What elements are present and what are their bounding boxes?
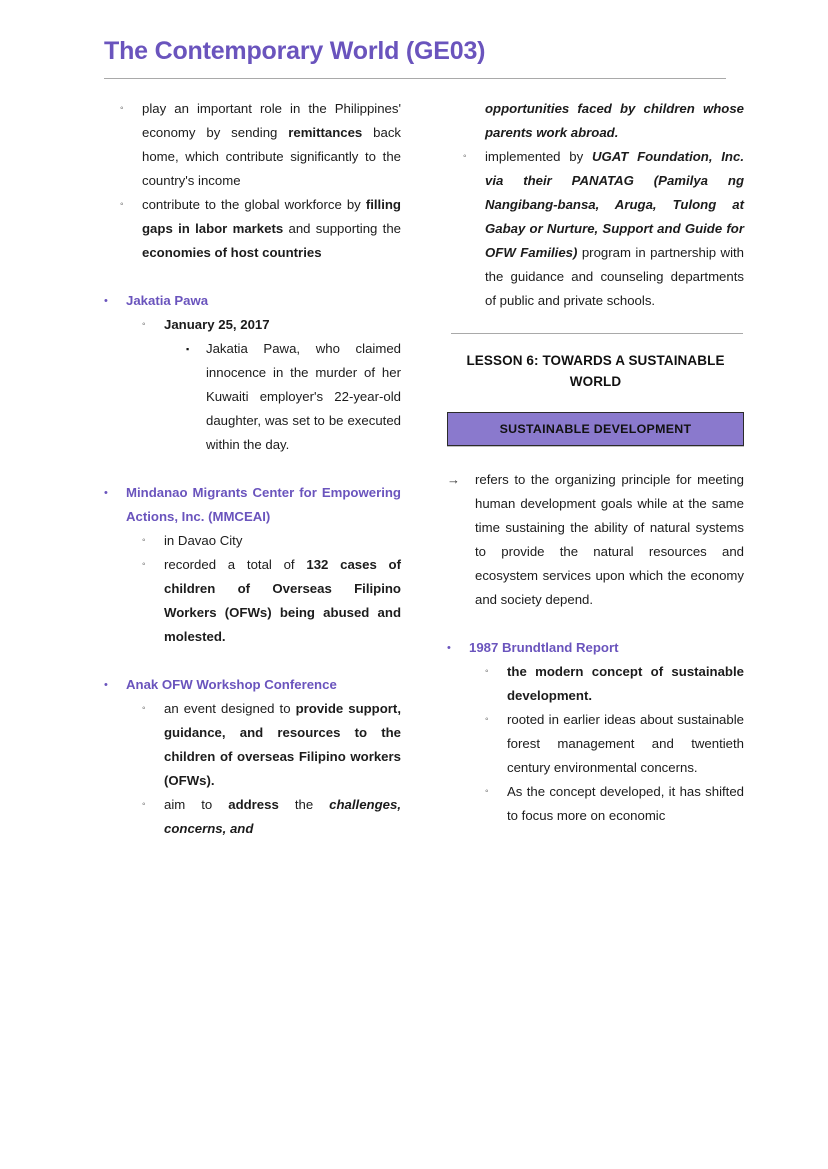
topic-banner — [447, 412, 744, 446]
sub-list — [469, 660, 744, 828]
hollow-circle-bullet-icon — [485, 780, 503, 804]
section-heading-item — [104, 289, 401, 457]
document-header — [104, 36, 726, 79]
lesson-heading: LESSON 6: TOWARDS A SUSTAINABLE WORLD — [466, 353, 725, 389]
list-item — [447, 145, 744, 313]
list-item-text: an event designed to provide support, guidance, and resources to the children of overseas Filipino workers (OFWs). — [164, 701, 401, 788]
right-sections — [447, 612, 744, 828]
list-item-text: in Davao City — [164, 533, 243, 548]
sub-list — [164, 337, 401, 457]
hollow-circle-bullet-icon — [142, 697, 160, 721]
definition-paragraph — [447, 468, 744, 612]
list-item-text: rooted in earlier ideas about sustainable forest management and twentieth century environmental concerns. — [507, 712, 744, 775]
section-heading: 1987 Brundtland Report — [469, 640, 619, 655]
hollow-circle-bullet-icon — [142, 313, 160, 337]
page-title: The Contemporary World (GE03) — [104, 37, 486, 65]
list-item — [126, 553, 401, 649]
section-spacer — [447, 612, 744, 636]
list-item-text: As the concept developed, it has shifted to focus more on economic — [507, 784, 744, 823]
list-item — [104, 97, 401, 193]
list-item — [469, 660, 744, 708]
solid-circle-bullet-icon — [104, 673, 122, 697]
list-item-text: contribute to the global workforce by filling gaps in labor markets and supporting the economies of host countries — [142, 197, 401, 260]
section-list — [104, 481, 401, 649]
sub-list — [126, 697, 401, 841]
list-item-text: aim to address the challenges, concerns, and — [164, 797, 401, 836]
header-divider — [104, 78, 726, 79]
list-item — [469, 780, 744, 828]
hollow-circle-bullet-icon — [142, 553, 160, 577]
section-heading: Mindanao Migrants Center for Empowering Actions, Inc. (MMCEAI) — [126, 485, 401, 524]
section-list — [447, 636, 744, 828]
sub-list — [126, 529, 401, 649]
list-item-text: play an important role in the Philippines' economy by sending remittances back home, which contribute significantly to the country's income — [142, 101, 402, 188]
solid-circle-bullet-icon — [104, 289, 122, 313]
list-item-text: implemented by UGAT Foundation, Inc. via their PANATAG (Pamilya ng Nangibang-bansa, Aruga, Tulong at Gabay or Nurture, Support and Guide for OFW Families) program in partnership with the guidance and counseling departments of public and private schools. — [485, 149, 745, 308]
section-heading-item — [104, 673, 401, 841]
section-spacer — [104, 457, 401, 481]
hollow-circle-bullet-icon — [485, 708, 503, 732]
section-spacer — [104, 265, 401, 289]
list-item — [447, 97, 744, 145]
right-column — [447, 97, 744, 841]
section-list — [104, 673, 401, 841]
square-bullet-icon — [186, 337, 204, 361]
hollow-circle-bullet-icon — [485, 660, 503, 684]
left-sections — [104, 265, 401, 841]
section-heading: Anak OFW Workshop Conference — [126, 677, 337, 692]
hollow-circle-bullet-icon — [463, 145, 481, 169]
two-column-body — [104, 97, 744, 841]
list-item — [164, 337, 401, 457]
arrow-bullet-icon — [447, 468, 465, 492]
section-spacer — [104, 649, 401, 673]
section-heading-item — [447, 636, 744, 828]
right-continuation-list — [447, 97, 744, 313]
list-item-text: recorded a total of 132 cases of children of Overseas Filipino Workers (OFWs) being abused and molested. — [164, 557, 402, 644]
section-heading: Jakatia Pawa — [126, 293, 209, 308]
solid-circle-bullet-icon — [104, 481, 122, 505]
hollow-circle-bullet-icon — [120, 97, 138, 121]
list-item — [126, 697, 401, 793]
hollow-circle-bullet-icon — [142, 529, 160, 553]
list-item — [126, 529, 401, 553]
list-item — [469, 708, 744, 780]
topic-banner-label: SUSTAINABLE DEVELOPMENT — [499, 422, 692, 436]
section-list — [104, 289, 401, 457]
hollow-circle-bullet-icon — [120, 193, 138, 217]
definition-text: refers to the organizing principle for meeting human development goals while at the same time sustaining the ability of natural systems to provide the natural resources and ecosystem services upon which the economy and society depend. — [475, 472, 744, 607]
list-item-text: January 25, 2017 — [164, 317, 270, 332]
section-heading-item — [104, 481, 401, 649]
left-continuation-list — [104, 97, 401, 265]
solid-circle-bullet-icon — [447, 636, 465, 660]
list-item — [126, 313, 401, 457]
list-item — [104, 193, 401, 265]
sub-list — [126, 313, 401, 457]
section-divider — [451, 333, 743, 334]
hollow-circle-bullet-icon — [142, 793, 160, 817]
list-item-text: the modern concept of sustainable development. — [507, 664, 744, 703]
left-column — [104, 97, 401, 841]
list-item-text: opportunities faced by children whose parents work abroad. — [485, 101, 744, 140]
list-item-text: Jakatia Pawa, who claimed innocence in the murder of her Kuwaiti employer's 22-year-old daughter, was set to be executed within the day. — [206, 341, 401, 452]
list-item — [126, 793, 401, 841]
